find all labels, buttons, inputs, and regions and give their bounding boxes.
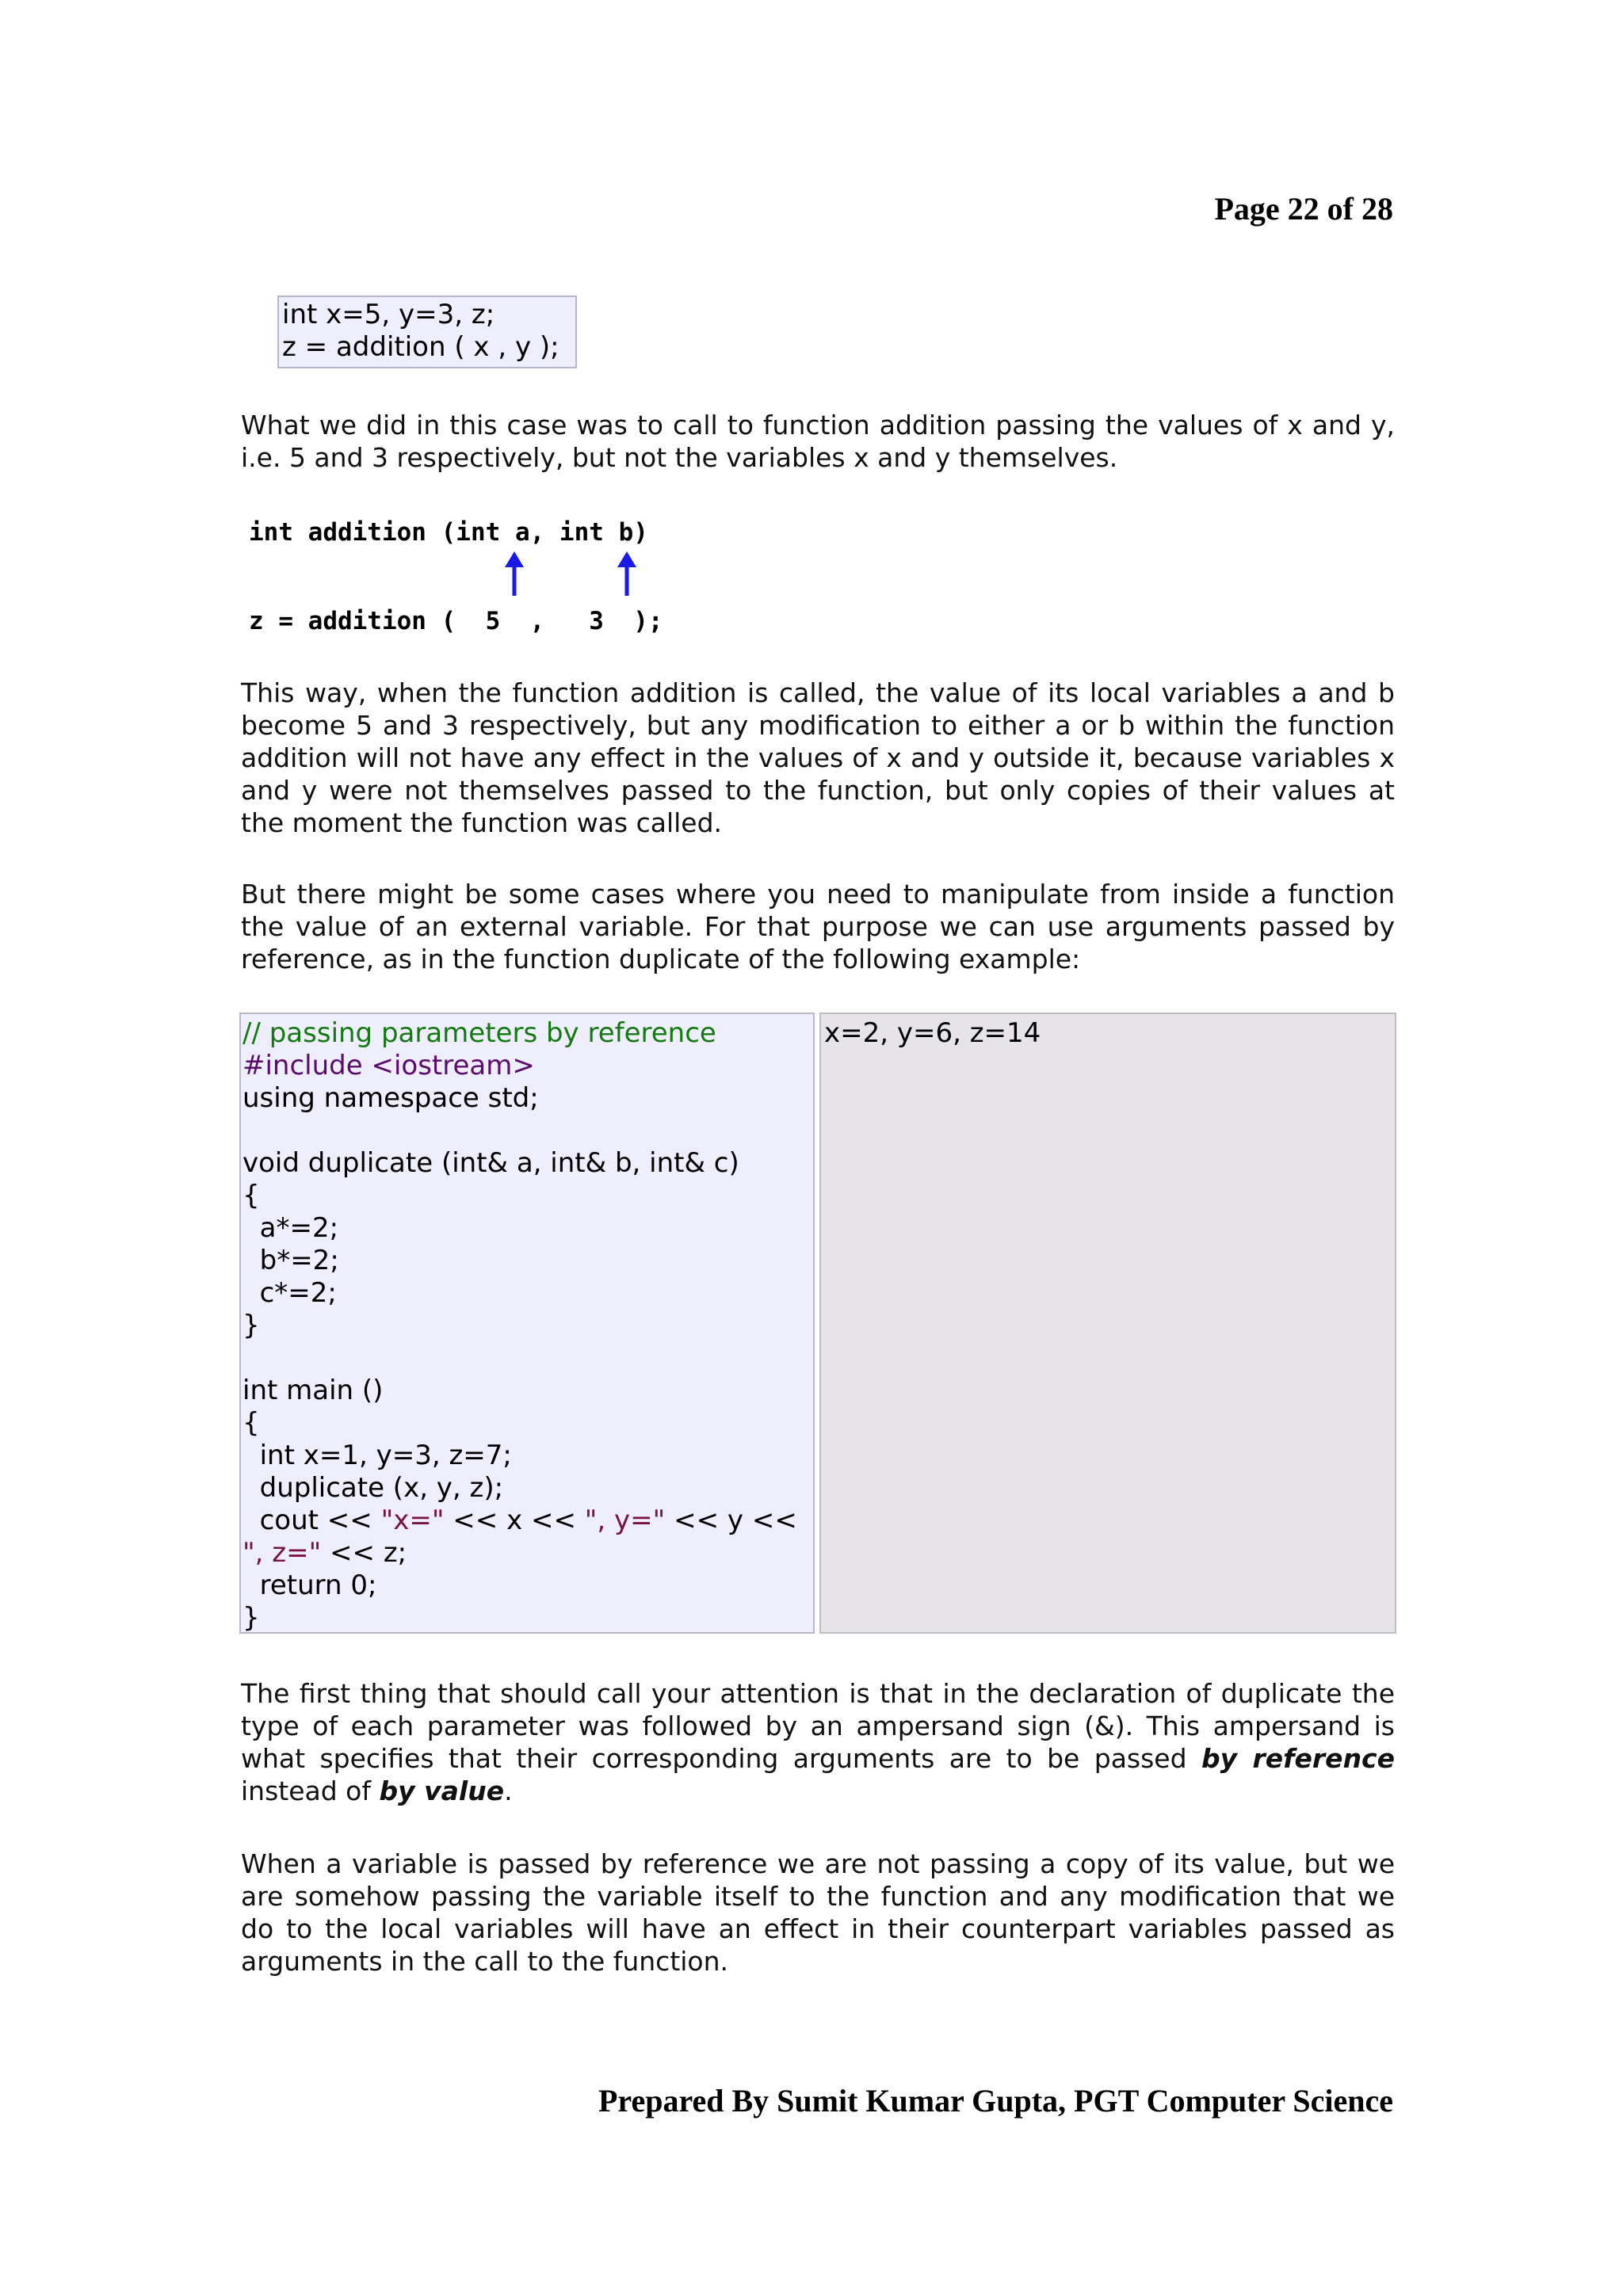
code-text: << y << [665,1505,797,1536]
parameter-passing-diagram [241,507,732,650]
code-line: return 0; [242,1569,377,1601]
arrow-icon [505,551,524,596]
code-line: c*=2; [242,1277,337,1309]
code-cout-continuation [242,1537,813,1569]
example-table [239,1013,1396,1634]
code-line: int x=5, y=3, z; [282,299,495,330]
paragraph-local-variables: This way, when the function addition is called, the value of its local variables a and b become 5 and 3 respectively, but any modification to either a or b within the function addition will not have any effect in the values of x and y outside it, because variables x and y were not themselves passed to the function, but only copies of their values at the moment the function was called. [241,677,1395,838]
code-line: b*=2; [242,1245,339,1276]
code-example [239,1013,815,1634]
emphasis-by-reference: by reference [1201,1743,1396,1774]
emphasis-by-value: by value [379,1775,505,1806]
paragraph-pass-by-value: What we did in this case was to call to function addition passing the values of x and y, i.e. 5 and 3 respectively, but not the variables x and y themselves. [241,410,1395,473]
code-line: z = addition ( x , y ); [282,331,559,363]
code-include: #include <iostream> [242,1050,535,1081]
code-string: ", z=" [242,1537,322,1569]
arrow-icon [617,551,636,596]
code-string: "x=" [380,1505,445,1536]
output-text: x=2, y=6, z=14 [824,1017,1041,1049]
code-blank-line [242,1115,813,1147]
code-line: duplicate (x, y, z); [242,1472,504,1504]
code-text: << x << [444,1505,585,1536]
paragraph-reference-explanation: When a variable is passed by reference we are not passing a copy of its value, but we are somehow passing the variable itself to the function and any modification that we do to the local variables will have an effect in their counterpart variables passed as arguments in the call to the function. [241,1848,1395,1977]
code-text: << z; [321,1537,407,1569]
text-span: . [504,1775,513,1806]
diagram-function-call: z = addition ( 5 , 3 ); [249,607,663,635]
code-output [819,1013,1396,1634]
code-line: a*=2; [242,1212,339,1244]
text-span: The first thing that should call your attention is that in the declaration of duplicate the type of each parameter was followed by an ampersand sign (&). This ampersand is what specifies that their corresponding arguments are to be passed [241,1678,1395,1774]
footer-author: Prepared By Sumit Kumar Gupta, PGT Computer Science [598,2083,1393,2119]
code-string: ", y=" [584,1505,666,1536]
code-line: } [242,1602,260,1634]
text-span: instead of [241,1775,380,1806]
paragraph-pass-by-reference-intro: But there might be some cases where you need to manipulate from inside a function the value of an external variable. For that purpose we can use arguments passed by reference, as in the function duplicate of the following example: [241,879,1395,974]
code-line: void duplicate (int& a, int& b, int& c) [242,1147,739,1179]
code-line: using namespace std; [242,1082,539,1114]
paragraph-ampersand [241,1677,1395,1807]
code-line: int x=1, y=3, z=7; [242,1440,512,1471]
code-cout-line [242,1505,813,1537]
code-line: { [242,1180,260,1211]
code-comment: // passing parameters by reference [242,1017,716,1049]
page-number: Page 22 of 28 [1214,191,1393,227]
code-text: cout << [242,1505,381,1536]
diagram-function-signature: int addition (int a, int b) [249,518,648,547]
code-line: int main () [242,1375,384,1406]
code-snippet-call [277,296,577,368]
code-line: } [242,1310,260,1341]
code-blank-line [242,1342,813,1375]
code-line: { [242,1407,260,1439]
